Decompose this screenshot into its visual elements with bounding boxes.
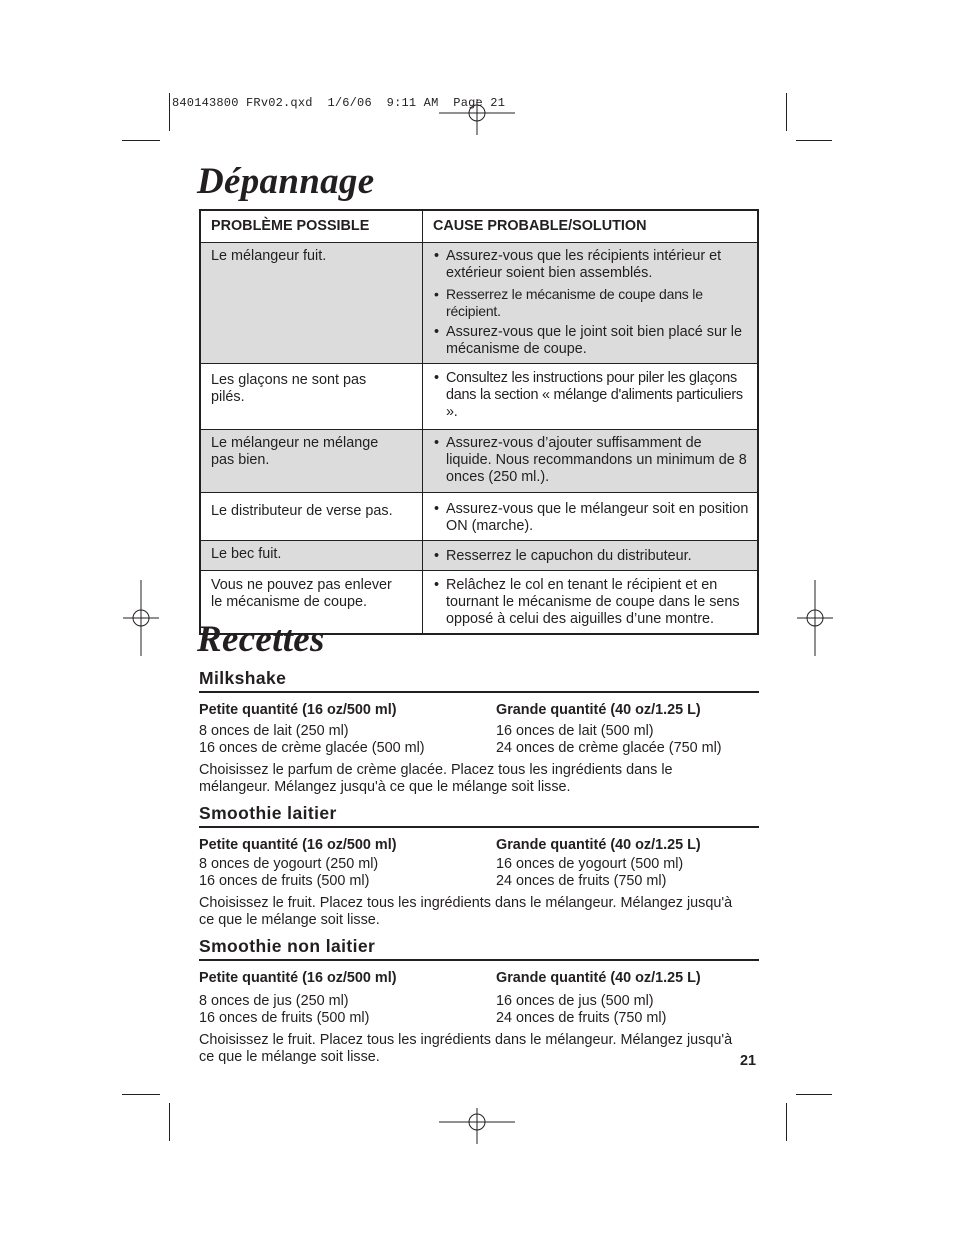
troubleshooting-title: Dépannage bbox=[197, 161, 375, 202]
crop-mark bbox=[786, 1103, 787, 1141]
slug-date: 1/6/06 bbox=[327, 96, 372, 110]
cause-cell bbox=[423, 541, 759, 571]
ingredient: 16 onces de crème glacée (500 ml) bbox=[199, 740, 425, 756]
page-number: 21 bbox=[740, 1053, 757, 1069]
crop-mark bbox=[796, 1094, 832, 1095]
print-slug bbox=[172, 96, 505, 110]
small-quantity-label: Petite quantité (16 oz/500 ml) bbox=[199, 837, 397, 853]
problem-cell: Vous ne pouvez pas enlever le mécanisme de coupe. bbox=[200, 571, 423, 635]
table-header-row bbox=[200, 210, 758, 243]
large-quantity-label: Grande quantité (40 oz/1.25 L) bbox=[496, 702, 701, 718]
large-quantity-label: Grande quantité (40 oz/1.25 L) bbox=[496, 970, 701, 986]
large-quantity-label: Grande quantité (40 oz/1.25 L) bbox=[496, 837, 701, 853]
large-quantity-column bbox=[496, 828, 759, 890]
ingredient: 8 onces de lait (250 ml) bbox=[199, 723, 349, 739]
cause-cell bbox=[423, 243, 759, 364]
problem-cell: Le bec fuit. bbox=[200, 541, 423, 571]
ingredient: 16 onces de jus (500 ml) bbox=[496, 993, 654, 1009]
table-row bbox=[200, 430, 758, 493]
recipe-heading: Milkshake bbox=[199, 668, 759, 693]
cause-item: • Assurez-vous que les récipients intérieur et extérieur soient bien assemblés. bbox=[433, 248, 749, 282]
recipe-instructions: Choisissez le fruit. Placez tous les ingrédients dans le mélangeur. Mélangez jusqu'à ce que le mélange soit lisse. bbox=[199, 895, 733, 928]
ingredient: 24 onces de fruits (750 ml) bbox=[496, 873, 667, 889]
cause-cell bbox=[423, 364, 759, 430]
slug-time: 9:11 AM bbox=[386, 96, 439, 110]
cause-item: • Consultez les instructions pour piler les glaçons dans la section « mélange d'aliments particuliers ». bbox=[433, 370, 749, 421]
table-row bbox=[200, 364, 758, 430]
cause-item: • Assurez-vous que le mélangeur soit en position ON (marche). bbox=[433, 501, 749, 535]
cause-cell bbox=[423, 430, 759, 493]
cause-cell bbox=[423, 571, 759, 635]
registration-mark-left bbox=[121, 578, 161, 658]
cause-item: • Relâchez le col en tenant le récipient et en tournant le mécanisme de coupe dans le sens opposé à celui des aiguilles d’une montre. bbox=[433, 577, 749, 628]
recipe-milkshake bbox=[199, 668, 759, 796]
cause-item: • Assurez-vous que le joint soit bien placé sur le mécanisme de coupe. bbox=[433, 324, 749, 358]
small-quantity-column bbox=[199, 828, 496, 890]
cause-cell bbox=[423, 493, 759, 541]
crop-mark bbox=[169, 93, 170, 131]
ingredient: 16 onces de yogourt (500 ml) bbox=[496, 856, 684, 872]
recipe-smoothie-non-laitier bbox=[199, 936, 759, 1066]
slug-page: Page 21 bbox=[453, 96, 506, 110]
ingredient: 24 onces de crème glacée (750 ml) bbox=[496, 740, 722, 756]
recipe-instructions: Choisissez le fruit. Placez tous les ingrédients dans le mélangeur. Mélangez jusqu'à ce que le mélange soit lisse. bbox=[199, 1032, 733, 1065]
ingredient: 16 onces de lait (500 ml) bbox=[496, 723, 654, 739]
small-quantity-column bbox=[199, 961, 496, 1027]
cause-item: • Assurez-vous d’ajouter suffisamment de liquide. Nous recommandons un minimum de 8 onces (250 ml.). bbox=[433, 435, 749, 486]
recipe-smoothie-laitier bbox=[199, 803, 759, 929]
crop-mark bbox=[786, 93, 787, 131]
small-quantity-column bbox=[199, 693, 496, 757]
table-row bbox=[200, 243, 758, 364]
ingredient: 16 onces de fruits (500 ml) bbox=[199, 1010, 370, 1026]
ingredient: 24 onces de fruits (750 ml) bbox=[496, 1010, 667, 1026]
registration-mark-right bbox=[795, 578, 835, 658]
crop-mark bbox=[169, 1103, 170, 1141]
registration-mark-bottom bbox=[437, 1106, 517, 1146]
troubleshooting-table bbox=[199, 209, 759, 635]
ingredient: 8 onces de yogourt (250 ml) bbox=[199, 856, 379, 872]
crop-mark bbox=[796, 140, 832, 141]
small-quantity-label: Petite quantité (16 oz/500 ml) bbox=[199, 702, 397, 718]
large-quantity-column bbox=[496, 961, 759, 1027]
recipes-title: Recettes bbox=[197, 619, 325, 660]
small-quantity-label: Petite quantité (16 oz/500 ml) bbox=[199, 970, 397, 986]
cause-item: • Resserrez le mécanisme de coupe dans le récipient. bbox=[433, 286, 749, 320]
crop-mark bbox=[122, 140, 160, 141]
crop-mark bbox=[122, 1094, 160, 1095]
ingredient: 16 onces de fruits (500 ml) bbox=[199, 873, 370, 889]
column-header-cause: CAUSE PROBABLE/SOLUTION bbox=[423, 210, 759, 243]
ingredient: 8 onces de jus (250 ml) bbox=[199, 993, 349, 1009]
cause-item: • Resserrez le capuchon du distributeur. bbox=[433, 548, 749, 565]
table-row bbox=[200, 541, 758, 571]
recipe-heading: Smoothie non laitier bbox=[199, 936, 759, 961]
large-quantity-column bbox=[496, 693, 759, 757]
problem-cell: Le mélangeur ne mélange pas bien. bbox=[200, 430, 423, 493]
column-header-problem: PROBLÈME POSSIBLE bbox=[200, 210, 423, 243]
slug-file: 840143800 FRv02.qxd bbox=[172, 96, 313, 110]
problem-cell: Le distributeur de verse pas. bbox=[200, 493, 423, 541]
recipe-heading: Smoothie laitier bbox=[199, 803, 759, 828]
problem-cell: Les glaçons ne sont pas pilés. bbox=[200, 364, 423, 430]
recipe-instructions: Choisissez le parfum de crème glacée. Placez tous les ingrédients dans le mélangeur. Mélangez jusqu'à ce que le mélange soit lisse. bbox=[199, 762, 673, 795]
problem-cell: Le mélangeur fuit. bbox=[200, 243, 423, 364]
table-row bbox=[200, 493, 758, 541]
recipes-section bbox=[199, 668, 759, 1066]
